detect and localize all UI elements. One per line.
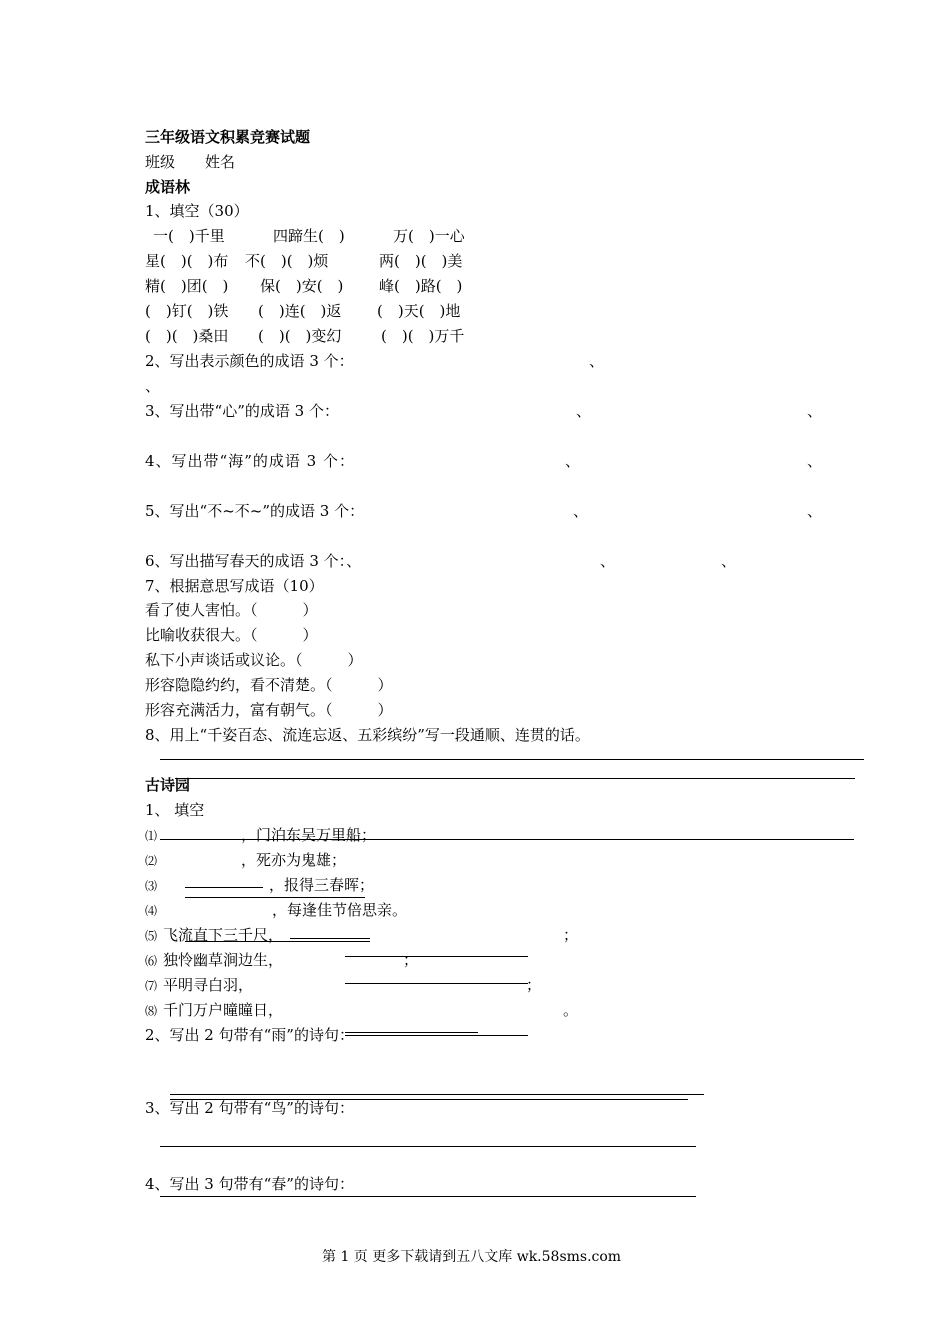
idiom-blank: 保( )安( ) <box>260 277 344 295</box>
idiom-blank: ( )连( )返 <box>258 302 342 320</box>
poem-line: ，每逢佳节倍思亲。 <box>272 901 408 919</box>
poem-line: 独怜幽草涧边生， <box>163 951 284 969</box>
poem-question-4: 4、写出 3 句带有“春”的诗句： <box>145 1175 354 1193</box>
poem-line-end: 。 <box>563 1001 579 1019</box>
idiom-blank: ( )( )万千 <box>381 327 465 345</box>
question-8: 8、用上“千姿百态、流连忘返、五彩缤纷”写一段通顺、连贯的话。 <box>145 726 590 744</box>
answer-line <box>185 887 263 888</box>
poem-line: ，报得三春晖； <box>269 876 375 894</box>
poem-number: ⑷ <box>145 904 158 918</box>
separator: 、 <box>145 377 161 395</box>
separator: 、 <box>807 502 823 520</box>
question-4: 4、写出带“海”的成语 3 个： <box>145 452 355 470</box>
idiom-blank: ( )钉( )铁 <box>145 302 229 320</box>
question-1-label: 1、填空（30） <box>145 202 249 220</box>
separator: 、 <box>721 552 737 570</box>
page-title: 三年级语文积累竞赛试题 <box>145 128 311 146</box>
idiom-blank: 星( )( )布 <box>145 252 229 270</box>
answer-line <box>160 839 854 840</box>
meaning-item: 形容隐隐约约，看不清楚。（ ） <box>145 676 393 694</box>
answer-line <box>345 1032 478 1033</box>
answer-line <box>185 897 365 898</box>
poem-number: ⑻ <box>145 1004 158 1018</box>
poem-number: ⑴ <box>145 829 158 843</box>
answer-line <box>160 1196 696 1197</box>
idiom-blank: 精( )团( ) <box>145 277 229 295</box>
poem-line: 飞流直下三千尺， <box>163 926 284 944</box>
idiom-blank: 峰( )路( ) <box>379 277 463 295</box>
meaning-item: 私下小声谈话或议论。（ ） <box>145 651 363 669</box>
question-2: 2、写出表示颜色的成语 3 个： <box>145 352 354 370</box>
poem-number: ⑸ <box>145 929 158 943</box>
idiom-blank: 两( )( )美 <box>379 252 463 270</box>
poem-line-end: ； <box>403 951 419 969</box>
poem-number: ⑶ <box>145 879 158 893</box>
poem-line: ，门泊东吴万里船； <box>241 826 377 844</box>
section-heading-idioms: 成语林 <box>145 178 191 196</box>
answer-line <box>345 1035 528 1036</box>
separator: 、 <box>807 452 823 470</box>
idiom-blank: ( )天( )地 <box>377 302 461 320</box>
answer-line <box>160 1146 696 1147</box>
answer-line <box>160 759 864 760</box>
separator: 、 <box>565 452 581 470</box>
poem-line-end: ； <box>526 976 542 994</box>
separator: 、 <box>807 402 823 420</box>
poem-question-1-label: 1、 填空 <box>145 801 205 819</box>
answer-line <box>345 983 528 984</box>
idiom-blank: ( )( )变幻 <box>258 327 342 345</box>
meaning-item: 比喻收获很大。（ ） <box>145 626 318 644</box>
separator: 、 <box>589 352 605 370</box>
poem-number: ⑺ <box>145 979 158 993</box>
answer-line <box>185 941 370 942</box>
question-5: 5、写出“不~不~”的成语 3 个： <box>145 502 365 520</box>
answer-line <box>170 1094 704 1095</box>
question-7-label: 7、根据意思写成语（10） <box>145 577 324 595</box>
separator: 、 <box>576 402 592 420</box>
page-footer: 第 1 页 更多下载请到五八文库 wk.58sms.com <box>322 1249 622 1265</box>
question-6: 6、写出描写春天的成语 3 个：、 <box>145 552 362 570</box>
question-3: 3、写出带“心”的成语 3 个： <box>145 402 339 420</box>
idiom-blank: 四蹄生( ) <box>273 227 345 245</box>
poem-number: ⑵ <box>145 854 158 868</box>
idiom-blank: 万( )一心 <box>393 227 465 245</box>
idiom-blank: 不( )( )烦 <box>245 252 329 270</box>
meaning-item: 看了使人害怕。（ ） <box>145 601 318 619</box>
idiom-blank: 一( )千里 <box>153 227 225 245</box>
answer-line <box>290 938 370 939</box>
poem-line: 平明寻白羽， <box>163 976 254 994</box>
answer-line <box>345 956 528 957</box>
poem-line-end: ； <box>563 926 579 944</box>
idiom-blank: ( )( )桑田 <box>145 327 229 345</box>
student-info-line: 班级 姓名 <box>145 153 236 171</box>
poem-number: ⑹ <box>145 954 158 968</box>
poem-question-3: 3、写出 2 句带有“鸟”的诗句： <box>145 1099 354 1117</box>
meaning-item: 形容充满活力，富有朝气。（ ） <box>145 701 393 719</box>
separator: 、 <box>573 502 589 520</box>
answer-line <box>175 778 855 779</box>
poem-line: ，死亦为鬼雄； <box>241 851 347 869</box>
separator: 、 <box>600 552 616 570</box>
poem-question-2: 2、写出 2 句带有“雨”的诗句： <box>145 1026 354 1044</box>
section-heading-poems: 古诗园 <box>145 776 191 794</box>
poem-line: 千门万户曈曈日， <box>163 1001 284 1019</box>
